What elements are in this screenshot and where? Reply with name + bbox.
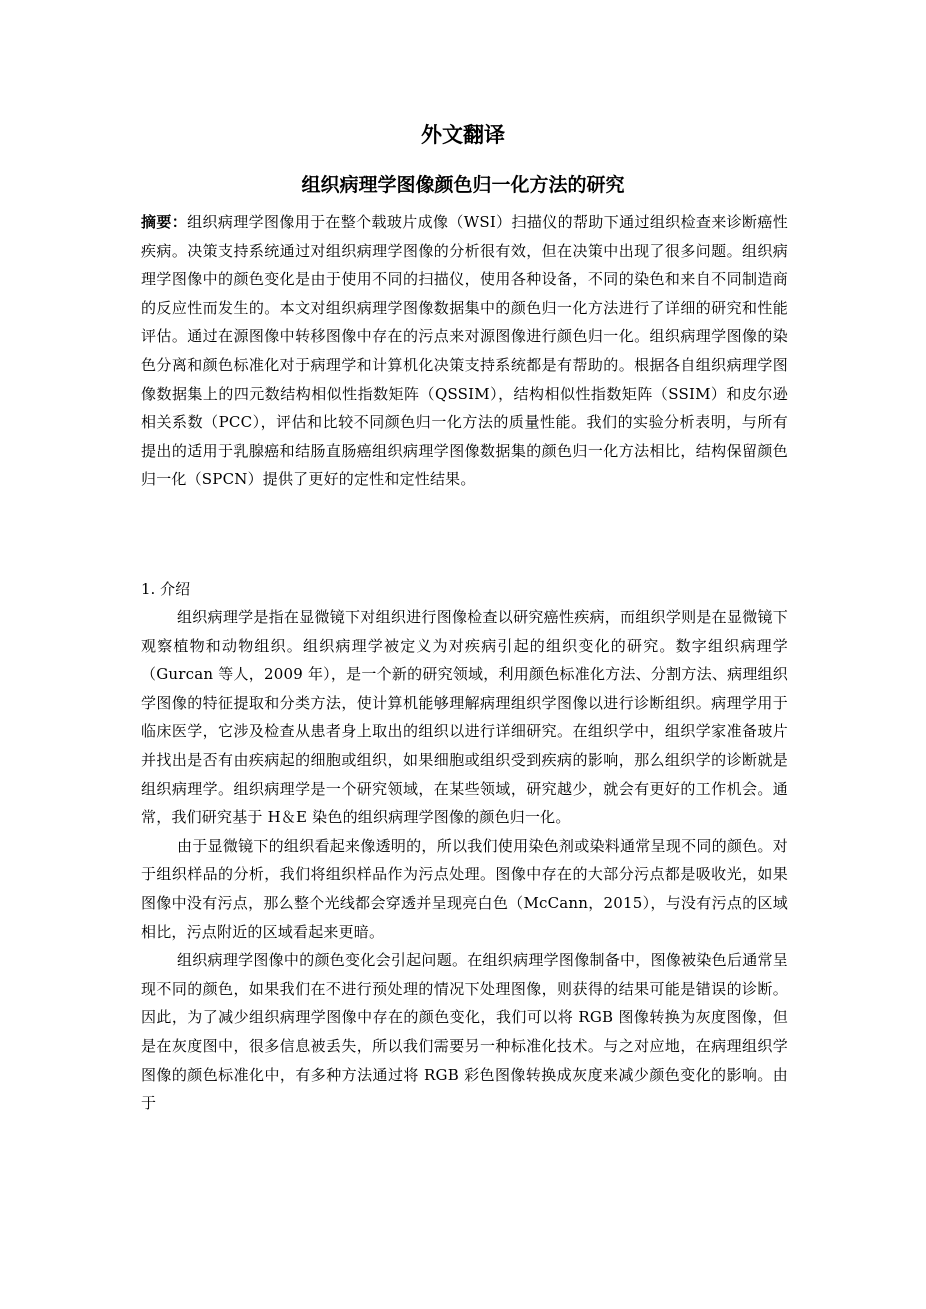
paragraph: 组织病理学是指在显微镜下对组织进行图像检查以研究癌性疾病，而组织学则是在显微镜下观察植物和动物组织。组织病理学被定义为对疾病引起的组织变化的研究。数字组织病理学（Gurcan 等人，2009 年），是一个新的研究领域，利用颜色标准化方法、分割方法、病理组织学图像的特征提取和分类方法，使计算机能够理解病理组织学图像以进行诊断组织。病理学用于临床医学，它涉及检查从患者身上取出的组织以进行详细研究。在组织学中，组织学家准备玻片并找出是否有由疾病起的细胞或组织，如果细胞或组织受到疾病的影响，那么组织学的诊断就是组织病理学。组织病理学是一个研究领域，在某些领域，研究越少，就会有更好的工作机会。通常，我们研究基于 H＆E 染色的组织病理学图像的颜色归一化。 xyxy=(141,608,788,827)
section-heading-introduction: 1. 介绍 xyxy=(141,580,191,598)
document-title: 外文翻译 xyxy=(421,122,505,147)
abstract-label: 摘要： xyxy=(141,213,188,231)
abstract-text: 组织病理学图像用于在整个载玻片成像（WSI）扫描仪的帮助下通过组织检查来诊断癌性疾病。决策支持系统通过对组织病理学图像的分析很有效，但在决策中出现了很多问题。组织病理学图像中的颜色变化是由于使用不同的扫描仪，使用各种设备，不同的染色和来自不同制造商的反应性而发生的。本文对组织病理学图像数据集中的颜色归一化方法进行了详细的研究和性能评估。通过在源图像中转移图像中存在的污点来对源图像进行颜色归一化。组织病理学图像的染色分离和颜色标准化对于病理学和计算机化决策支持系统都是有帮助的。根据各自组织病理学图像数据集上的四元数结构相似性指数矩阵（QSSIM），结构相似性指数矩阵（SSIM）和皮尔逊相关系数（PCC），评估和比较不同颜色归一化方法的质量性能。我们的实验分析表明，与所有提出的适用于乳腺癌和结肠直肠癌组织病理学图像数据集的颜色归一化方法相比，结构保留颜色归一化（SPCN）提供了更好的定性和定性结果。 xyxy=(141,213,788,489)
abstract xyxy=(141,208,788,494)
paper-title: 组织病理学图像颜色归一化方法的研究 xyxy=(301,174,625,196)
paragraph: 由于显微镜下的组织看起来像透明的，所以我们使用染色剂或染料通常呈现不同的颜色。对于组织样品的分析，我们将组织样品作为污点处理。图像中存在的大部分污点都是吸收光，如果图像中没有污点，那么整个光线都会穿透并呈现亮白色（McCann，2015），与没有污点的区域相比，污点附近的区域看起来更暗。 xyxy=(141,836,788,941)
paragraph: 组织病理学图像中的颜色变化会引起问题。在组织病理学图像制备中，图像被染色后通常呈现不同的颜色，如果我们在不进行预处理的情况下处理图像，则获得的结果可能是错误的诊断。因此，为了减少组织病理学图像中存在的颜色变化，我们可以将 RGB 图像转换为灰度图像，但是在灰度图中，很多信息被丢失，所以我们需要另一种标准化技术。与之对应地，在病理组织学图像的颜色标准化中，有多种方法通过将 RGB 彩色图像转换成灰度来减少颜色变化的影响。由于 xyxy=(141,951,788,1113)
section-body-introduction xyxy=(141,603,788,1118)
